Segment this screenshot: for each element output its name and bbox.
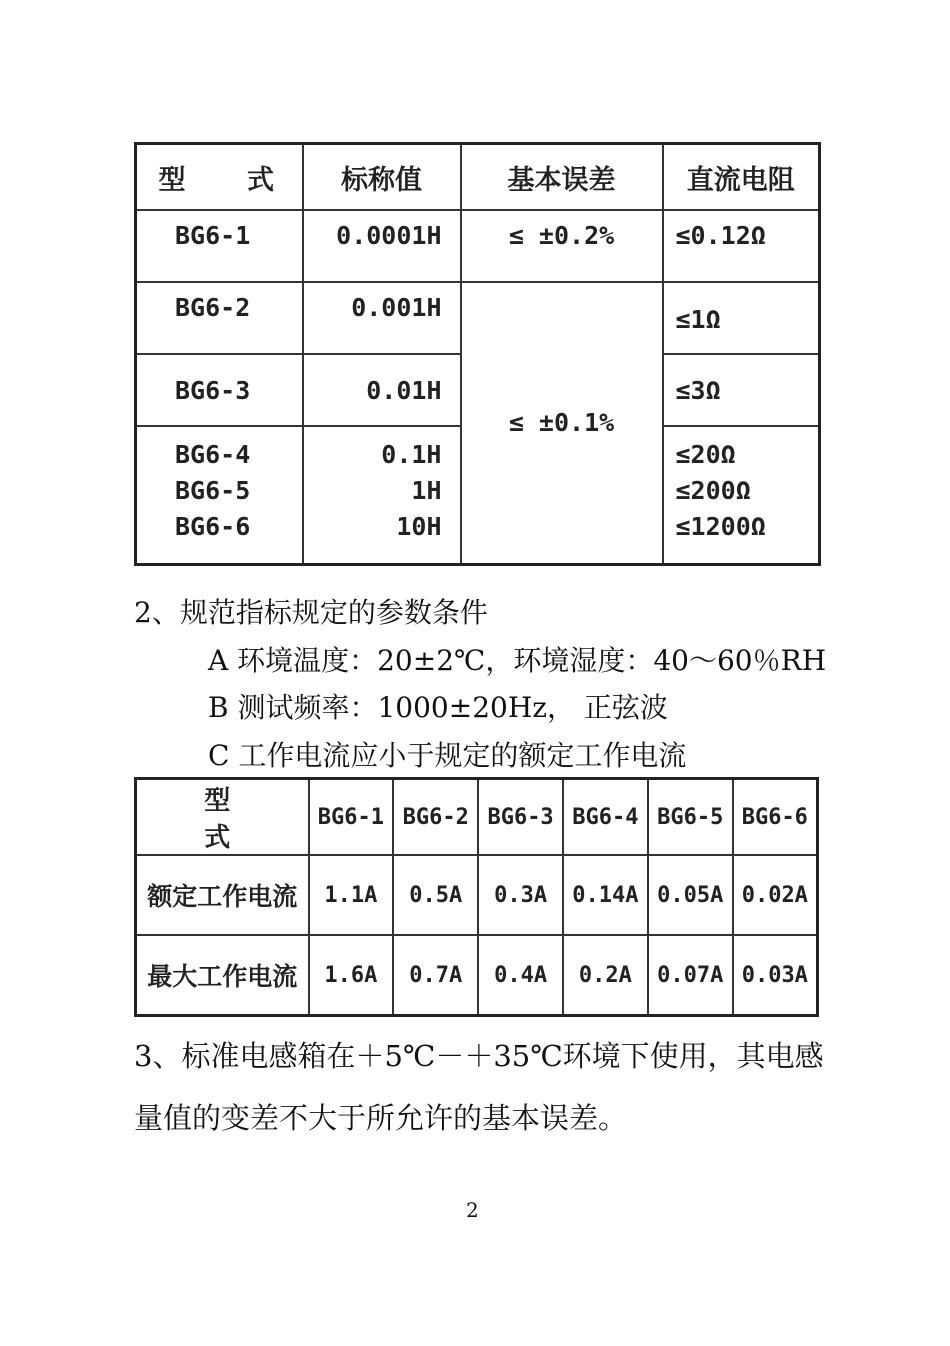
value-cell: 0.001H xyxy=(303,282,461,354)
max-current-cell: 0.4A xyxy=(478,935,563,1016)
rated-current-cell: 0.05A xyxy=(648,855,733,935)
section-3-line-2: 量值的变差不大于所允许的基本误差。 xyxy=(134,1101,628,1135)
page-number: 2 xyxy=(466,1198,479,1222)
value-cell: 0.01H xyxy=(303,354,461,426)
resistance-cell: ≤1200Ω xyxy=(675,512,766,541)
table-row xyxy=(136,210,820,282)
table-row xyxy=(136,282,820,354)
rated-current-cell: 0.3A xyxy=(478,855,563,935)
max-current-cell: 0.7A xyxy=(393,935,478,1016)
spec-table-header xyxy=(136,144,820,211)
table-row xyxy=(136,935,818,1016)
table-row xyxy=(136,855,818,935)
header-nominal: 标称值 xyxy=(303,144,461,211)
max-current-cell: 1.6A xyxy=(309,935,394,1016)
model-header: BG6-3 xyxy=(478,779,563,856)
model-header: BG6-5 xyxy=(648,779,733,856)
error-cell-merged: ≤ ±0.1% xyxy=(461,282,663,564)
rated-current-cell: 1.1A xyxy=(309,855,394,935)
rated-current-cell: 0.14A xyxy=(563,855,648,935)
section-2-title: 2、规范指标规定的参数条件 xyxy=(134,596,488,629)
model-cell: BG6-4 xyxy=(175,440,251,469)
value-cell: 10H xyxy=(396,512,442,541)
model-header: BG6-1 xyxy=(309,779,394,856)
resistance-cell: ≤20Ω xyxy=(675,440,736,469)
condition-c: C 工作电流应小于规定的额定工作电流 xyxy=(208,739,687,772)
resistance-cell: ≤200Ω xyxy=(675,476,751,505)
max-current-cell: 0.2A xyxy=(563,935,648,1016)
max-current-cell: 0.03A xyxy=(733,935,818,1016)
model-cell: BG6-3 xyxy=(136,354,303,426)
model-cell-group xyxy=(136,426,303,564)
value-cell-group xyxy=(303,426,461,564)
model-cell: BG6-6 xyxy=(175,512,251,541)
current-table xyxy=(134,777,819,1017)
condition-b: B 测试频率：1000±20Hz， 正弦波 xyxy=(208,691,668,724)
rated-current-cell: 0.5A xyxy=(393,855,478,935)
value-cell: 0.1H xyxy=(381,440,442,469)
error-cell: ≤ ±0.2% xyxy=(461,210,663,282)
model-cell: BG6-2 xyxy=(136,282,303,354)
spec-table xyxy=(134,142,821,566)
max-current-label: 最大工作电流 xyxy=(136,935,309,1016)
header-model: 型 式 xyxy=(136,779,309,856)
header-error: 基本误差 xyxy=(461,144,663,211)
model-header: BG6-6 xyxy=(733,779,818,856)
header-model: 型 式 xyxy=(136,144,303,211)
resistance-cell-group xyxy=(663,426,820,564)
condition-a: A 环境温度：20±2℃，环境湿度：40～60％RH xyxy=(208,644,827,677)
value-cell: 0.0001H xyxy=(303,210,461,282)
max-current-cell: 0.07A xyxy=(648,935,733,1016)
resistance-cell: ≤1Ω xyxy=(663,282,820,354)
resistance-cell: ≤0.12Ω xyxy=(663,210,820,282)
section-3-line-1: 3、标准电感箱在＋5℃－＋35℃环境下使用，其电感 xyxy=(134,1039,824,1073)
model-cell: BG6-5 xyxy=(175,476,251,505)
model-cell: BG6-1 xyxy=(136,210,303,282)
resistance-cell: ≤3Ω xyxy=(663,354,820,426)
model-header: BG6-4 xyxy=(563,779,648,856)
header-resistance: 直流电阻 xyxy=(663,144,820,211)
rated-current-cell: 0.02A xyxy=(733,855,818,935)
rated-current-label: 额定工作电流 xyxy=(136,855,309,935)
value-cell: 1H xyxy=(411,476,442,505)
model-header: BG6-2 xyxy=(393,779,478,856)
current-table-header xyxy=(136,779,818,856)
